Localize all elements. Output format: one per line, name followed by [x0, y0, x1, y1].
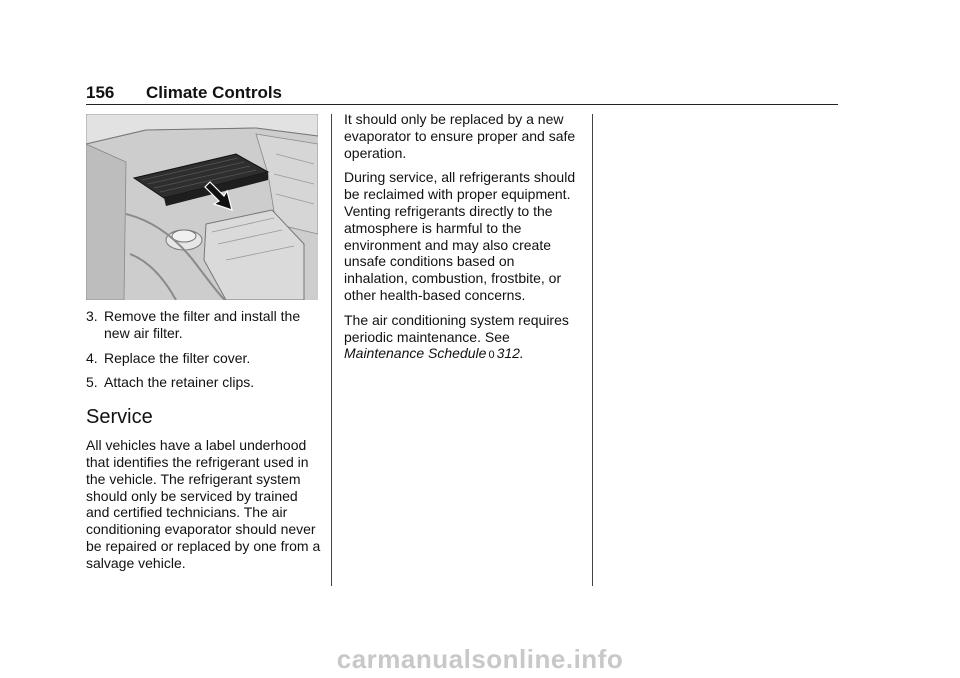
watermark: carmanualsonline.info [336, 644, 624, 674]
section-heading: Service [86, 406, 153, 429]
step-list [86, 308, 324, 391]
list-item: 4. Replace the filter cover. [86, 349, 251, 366]
list-item: 3. Remove the filter and install the new air filter. [86, 308, 301, 341]
page-number: 156 [86, 83, 115, 102]
page-header [86, 82, 838, 105]
service-paragraph-2: It should only be replaced by a new evaporator to ensure proper and safe operation. [344, 111, 576, 161]
service-paragraph-3: During service, all refrigerants should be reclaimed with proper equipment. Venting refrigerants directly to the atmosphere is harmful to the environment and may also create unsafe conditions based on inhalation, combustion, frostbite, or other health-based concerns. [344, 169, 576, 303]
chapter-title: Climate Controls [146, 83, 283, 102]
service-paragraph-4: The air conditioning system requires periodic maintenance. See Maintenance Schedule 0 312. [344, 311, 569, 362]
column-divider [592, 114, 593, 586]
column-left [86, 308, 324, 580]
air-filter-illustration [86, 114, 318, 300]
list-item: 5. Attach the retainer clips. [86, 374, 255, 391]
page-reference-icon: 0 [488, 349, 495, 362]
service-paragraph-1: All vehicles have a label underhood that identifies the refrigerant used in the vehicle. The refrigerant system should only be serviced by trained and certified technicians. The air conditioning evaporator should never be repaired or replaced by one from a salvage vehicle. [86, 437, 321, 571]
page-reference[interactable]: 312. [496, 345, 524, 362]
column-middle [344, 111, 582, 372]
column-divider [331, 114, 332, 586]
maintenance-schedule-link[interactable]: Maintenance Schedule [344, 345, 487, 362]
